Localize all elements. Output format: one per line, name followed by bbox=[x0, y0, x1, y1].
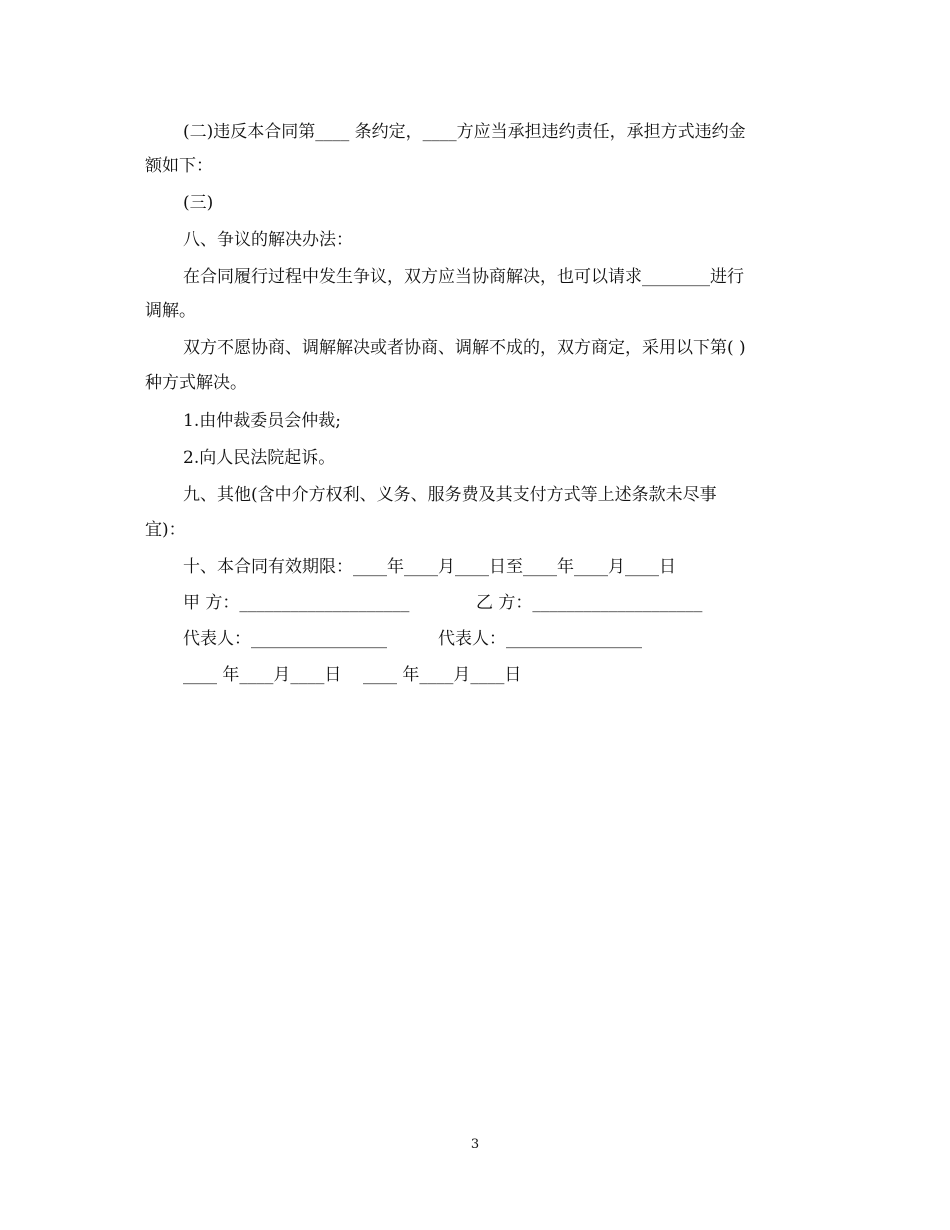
section-heading-other: 九、其他(含中介方权利、义务、服务费及其支付方式等上述条款未尽事 bbox=[183, 485, 717, 505]
paragraph-breach-clause-continued: 额如下： bbox=[145, 156, 213, 176]
paragraph-dispute-method: 双方不愿协商、调解解决或者协商、调解不成的，双方商定，采用以下第( ) bbox=[183, 338, 746, 358]
signature-date-b: ____ 年____月____日 bbox=[363, 665, 522, 685]
signature-representative-b: 代表人：________________ bbox=[438, 629, 642, 649]
section-heading-dispute: 八、争议的解决办法： bbox=[183, 230, 353, 250]
paragraph-dispute-method-continued: 种方式解决。 bbox=[145, 373, 247, 393]
paragraph-item-three: (三) bbox=[183, 193, 214, 213]
signature-party-b: 乙 方：____________________ bbox=[476, 593, 703, 613]
paragraph-dispute-mediation: 在合同履行过程中发生争议，双方应当协商解决，也可以请求________进行 bbox=[183, 267, 744, 287]
section-heading-other-continued: 宜)： bbox=[145, 520, 186, 540]
paragraph-breach-clause: (二)违反本合同第____ 条约定，____方应当承担违约责任，承担方式违约金 bbox=[183, 122, 746, 142]
section-heading-validity-period: 十、本合同有效期限：____年____月____日至____年____月____日 bbox=[183, 557, 676, 577]
signature-date-a: ____ 年____月____日 bbox=[183, 665, 342, 685]
signature-party-a: 甲 方：____________________ bbox=[183, 593, 410, 613]
list-item-court: 2.向人民法院起诉。 bbox=[183, 448, 336, 468]
page-number: 3 bbox=[470, 1137, 480, 1152]
list-item-arbitration: 1.由仲裁委员会仲裁; bbox=[183, 411, 341, 431]
paragraph-dispute-mediation-continued: 调解。 bbox=[145, 301, 196, 321]
signature-representative-a: 代表人：________________ bbox=[183, 629, 387, 649]
